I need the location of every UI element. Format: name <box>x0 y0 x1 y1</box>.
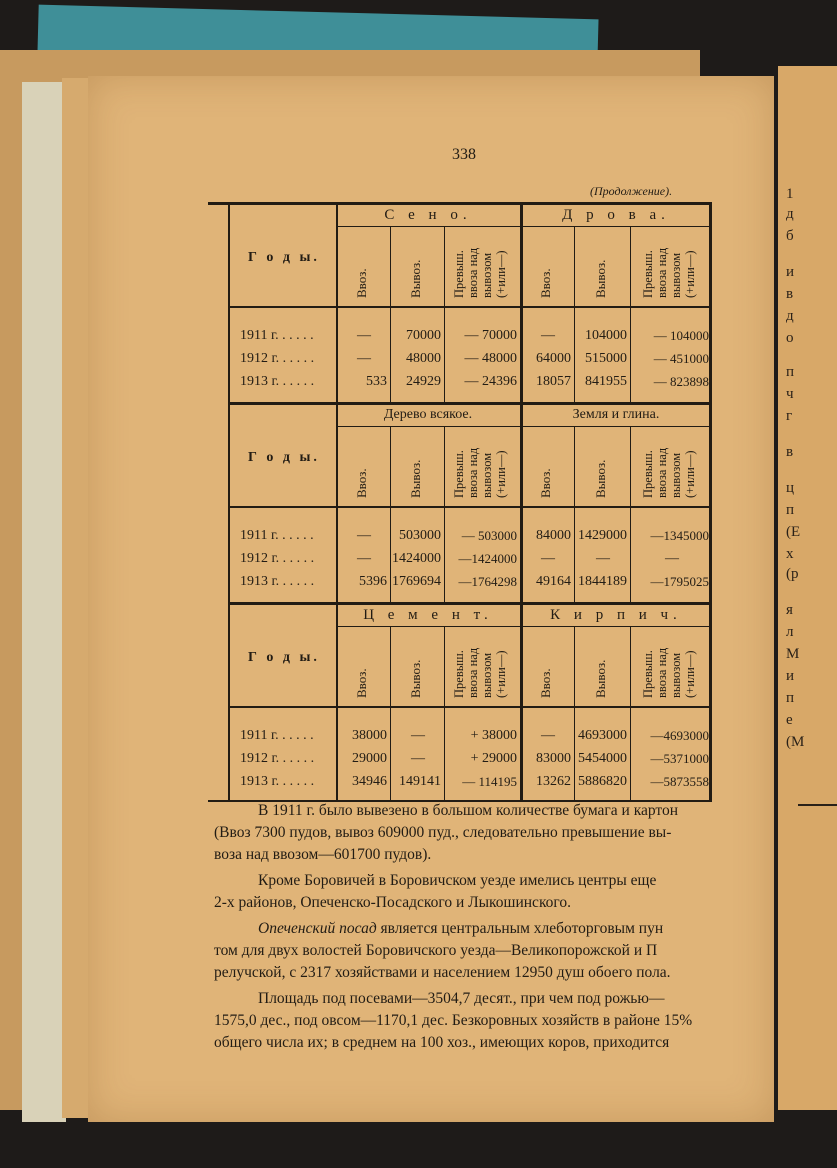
row-year: 1911 г. . . . . . <box>240 728 314 743</box>
column-header: Ввоз. <box>538 268 553 298</box>
facing-page-fragment: М <box>786 646 800 662</box>
table-cell: — <box>411 728 425 743</box>
column-header: Вывоз. <box>593 659 608 698</box>
table-cell: — <box>541 551 555 566</box>
column-header: Ввоз. <box>354 268 369 298</box>
facing-page-fragment: (р <box>786 566 799 582</box>
facing-page-fragment: п <box>786 502 795 518</box>
text-line: общего числа их; в среднем на 100 хоз., имеющих коров, приходится <box>214 1034 670 1051</box>
table-left-rule <box>228 202 230 802</box>
body-text <box>214 800 744 1054</box>
text-line-rest: является центральным хлеботорговым пун <box>380 920 664 937</box>
table-cell: 1424000 <box>392 551 441 566</box>
column-header: Вывоз. <box>593 459 608 498</box>
table-cell: + 29000 <box>470 751 517 766</box>
text-line: В 1911 г. было вывезено в большом количестве бумага и картон <box>258 802 679 819</box>
table-cell: 5454000 <box>578 751 627 766</box>
table-cell: 5886820 <box>578 774 627 789</box>
column-header: Ввоз. <box>354 668 369 698</box>
table-cell: — 104000 <box>653 328 709 343</box>
header-bottom-rule <box>228 506 712 508</box>
group-title: Дерево всякое. <box>383 407 473 422</box>
table-cell: 49164 <box>536 574 571 589</box>
column-header: Превыш. ввоза над вывозом (+или—) <box>452 647 508 698</box>
table-cell: —5371000 <box>650 751 709 766</box>
text-line: 2-х районов, Опеченско-Посадского и Лыкошинского. <box>214 894 572 911</box>
facing-page-fragment: б <box>786 228 794 244</box>
table-cell: 149141 <box>399 774 441 789</box>
group-title: Земля и глина. <box>572 407 660 422</box>
table-cell: 84000 <box>536 528 571 543</box>
facing-page-fragment: я <box>786 602 793 618</box>
table-cell: — 70000 <box>464 328 517 343</box>
column-header: Превыш. ввоза над вывозом (+или—) <box>641 647 697 698</box>
facing-page-fragment: ц <box>786 480 795 496</box>
row-year: 1913 г. . . . . . <box>240 574 315 589</box>
table-cell: — 24396 <box>464 374 517 389</box>
block-rule <box>228 602 712 605</box>
facing-page-fragment: в <box>786 286 794 302</box>
years-column-rule <box>336 202 338 402</box>
facing-page-fragment: д <box>786 206 794 222</box>
group-title: Ц е м е н т. <box>363 607 493 623</box>
row-year: 1913 г. . . . . . <box>240 774 315 789</box>
text-line: том для двух волостей Боровичского уезда—Великопорожской и П <box>214 942 658 959</box>
row-year: 1911 г. . . . . . <box>240 528 314 543</box>
column-header: Превыш. ввоза над вывозом (+или—) <box>641 447 697 498</box>
facing-page-fragment: о <box>786 330 794 346</box>
table-cell: 13262 <box>536 774 571 789</box>
facing-page-fragment: г <box>786 408 793 424</box>
table-cell: 503000 <box>399 528 441 543</box>
column-header: Вывоз. <box>593 259 608 298</box>
facing-page-fragment: е <box>786 712 793 728</box>
group-title-rule <box>336 626 712 627</box>
table-cell: — <box>357 528 371 543</box>
table-cell: —1795025 <box>650 574 709 589</box>
column-header: Вывоз. <box>408 259 423 298</box>
table-cell: —4693000 <box>650 728 709 743</box>
group-title: К и р п и ч. <box>550 607 682 623</box>
table-cell: 1429000 <box>578 528 627 543</box>
table-cell: 841955 <box>585 374 627 389</box>
facing-page-rule <box>798 804 837 806</box>
page-edges <box>22 82 66 1122</box>
group-title-rule <box>336 426 712 427</box>
row-year: 1912 г. . . . . . <box>240 551 315 566</box>
years-column-rule <box>336 602 338 802</box>
facing-page-fragment: 1 <box>786 186 794 202</box>
years-column-rule <box>336 402 338 602</box>
text-line: Кроме Боровичей в Боровичском уезде имелись центры еще <box>258 872 657 889</box>
table-cell: + 38000 <box>470 728 517 743</box>
table-cell: — <box>357 328 371 343</box>
table-cell: 70000 <box>406 328 441 343</box>
column-header: Вывоз. <box>408 659 423 698</box>
table-cell: 18057 <box>536 374 571 389</box>
table-cell: — <box>357 551 371 566</box>
table-cell: — 503000 <box>461 528 517 543</box>
group-title: С е н о. <box>384 207 472 223</box>
facing-page <box>778 66 837 1110</box>
block-rule <box>228 402 712 405</box>
table-cell: 24929 <box>406 374 441 389</box>
table-cell: 1844189 <box>578 574 627 589</box>
facing-page-fragment: в <box>786 444 794 460</box>
facing-page-fragment: (Е <box>786 524 801 540</box>
table-cell: — 114195 <box>462 774 517 789</box>
table-cell: — <box>411 751 425 766</box>
facing-page-fragment: д <box>786 308 794 324</box>
table-cell: 4693000 <box>578 728 627 743</box>
table-cell: — <box>357 351 371 366</box>
facing-page-fragment: (М <box>786 734 805 750</box>
table-cell: —1345000 <box>650 528 709 543</box>
column-header: Превыш. ввоза над вывозом (+или—) <box>452 247 508 298</box>
facing-page-fragment: п <box>786 364 795 380</box>
table-cell: — <box>665 551 679 566</box>
years-header: Г о д ы. <box>248 650 320 665</box>
facing-page-fragment: п <box>786 690 795 706</box>
column-header: Превыш. ввоза над вывозом (+или—) <box>452 447 508 498</box>
text-line: Площадь под посевами—3504,7 десят., при чем под рожью— <box>258 990 665 1007</box>
table-cell: 5396 <box>359 574 387 589</box>
continuation-label: (Продолжение). <box>590 184 673 198</box>
table-cell: — 48000 <box>464 351 517 366</box>
facing-page-fragment: х <box>786 546 794 562</box>
row-year: 1912 г. . . . . . <box>240 751 315 766</box>
table-cell: 64000 <box>536 351 571 366</box>
table-cell: — <box>541 328 555 343</box>
group-divider-rule <box>520 602 523 802</box>
years-header: Г о д ы. <box>248 450 320 465</box>
text-line: (Ввоз 7300 пудов, вывоз 609000 пуд., следовательно превышение вы- <box>214 824 672 841</box>
table-cell: 515000 <box>585 351 627 366</box>
table-top-rule <box>208 202 712 205</box>
header-bottom-rule <box>228 306 712 308</box>
trade-table <box>208 202 712 802</box>
facing-page-fragment: и <box>786 668 795 684</box>
years-header: Г о д ы. <box>248 250 320 265</box>
italic-lead: Опеченский посад <box>258 920 377 937</box>
text-line: релучской, с 2317 хозяйствами и населением 12950 душ обоего пола. <box>214 964 671 981</box>
table-cell: 104000 <box>585 328 627 343</box>
table-cell: — <box>596 551 610 566</box>
table-cell: — 451000 <box>653 351 709 366</box>
text-line <box>214 918 744 940</box>
table-right-rule <box>709 202 712 802</box>
header-bottom-rule <box>228 706 712 708</box>
text-line: воза над ввозом—601700 пудов). <box>214 846 432 863</box>
column-header: Превыш. ввоза над вывозом (+или—) <box>641 247 697 298</box>
table-cell: —5873558 <box>650 774 709 789</box>
page-number: 338 <box>452 146 476 163</box>
group-divider-rule <box>520 402 523 602</box>
column-header: Ввоз. <box>354 468 369 498</box>
group-divider-rule <box>520 202 523 402</box>
table-cell: 1769694 <box>392 574 441 589</box>
column-header: Вывоз. <box>408 459 423 498</box>
table-cell: — <box>541 728 555 743</box>
table-cell: 34946 <box>352 774 387 789</box>
group-title-rule <box>336 226 712 227</box>
text-line: 1575,0 дес., под овсом—1170,1 дес. Безкоровных хозяйств в районе 15% <box>214 1012 693 1029</box>
table-cell: — 823898 <box>653 374 709 389</box>
facing-page-fragment: и <box>786 264 795 280</box>
table-cell: 83000 <box>536 751 571 766</box>
table-cell: —1424000 <box>458 551 517 566</box>
table-cell: —1764298 <box>458 574 517 589</box>
table-cell: 38000 <box>352 728 387 743</box>
group-title: Д р о в а. <box>562 207 670 223</box>
row-year: 1913 г. . . . . . <box>240 374 315 389</box>
table-cell: 29000 <box>352 751 387 766</box>
column-header: Ввоз. <box>538 668 553 698</box>
table-cell: 48000 <box>406 351 441 366</box>
facing-page-fragment: ч <box>786 386 794 402</box>
facing-page-fragment: л <box>786 624 794 640</box>
table-cell: 533 <box>366 374 387 389</box>
column-header: Ввоз. <box>538 468 553 498</box>
row-year: 1911 г. . . . . . <box>240 328 314 343</box>
row-year: 1912 г. . . . . . <box>240 351 315 366</box>
